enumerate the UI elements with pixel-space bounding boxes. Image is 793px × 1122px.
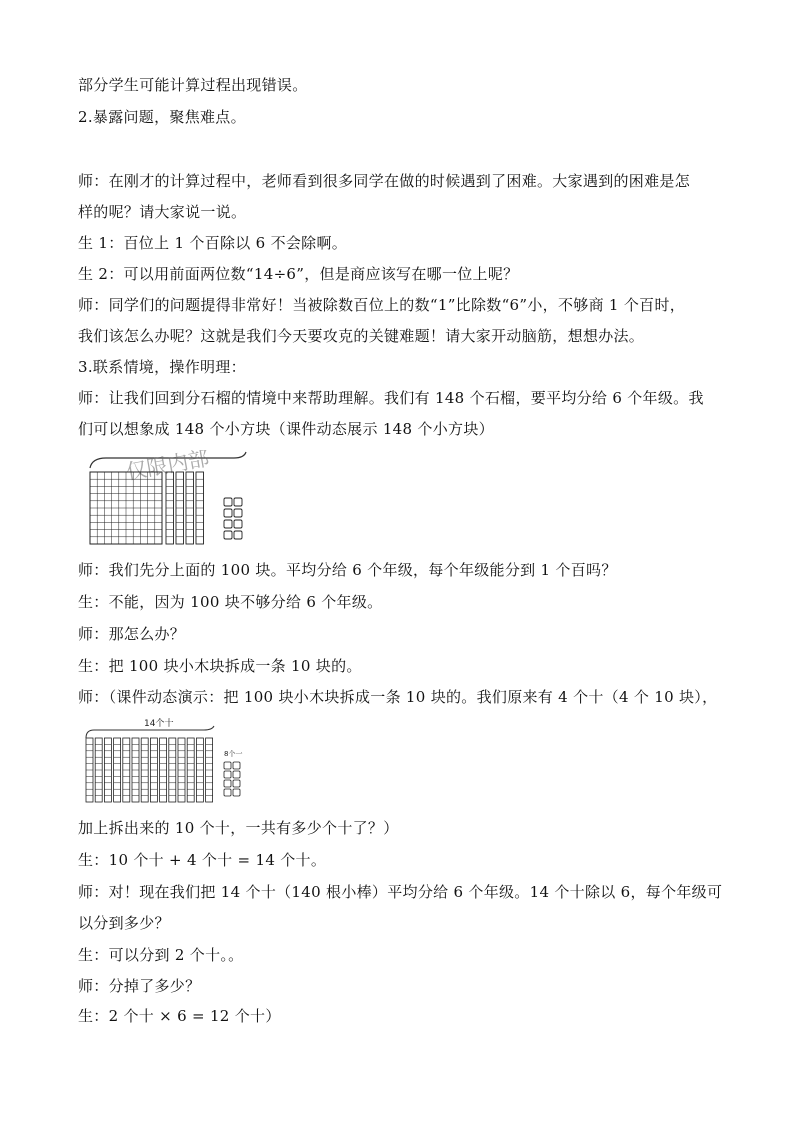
text-line: 样的呢？请大家说一说。 [78, 203, 247, 221]
one-cube [234, 520, 242, 528]
blocks-148-figure [86, 450, 250, 548]
one-cube [233, 762, 240, 769]
text-line: 师：对！现在我们把 14 个十（140 根小棒）平均分给 6 个年级。14 个十除以 6，每个年级可 [78, 883, 723, 901]
text-line: 部分学生可能计算过程出现错误。 [78, 76, 308, 94]
one-cube [224, 771, 231, 778]
one-cube [224, 789, 231, 796]
side-label: 8个一 [224, 750, 243, 758]
tens-14-figure [76, 716, 250, 808]
one-cube [233, 771, 240, 778]
text-line: 师：我们先分上面的 100 块。平均分给 6 个年级，每个年级能分到 1 个百吗？ [78, 561, 617, 579]
text-line: 师：同学们的问题提得非常好！当被除数百位上的数“1”比除数“6”小，不够商 1 个百时， [78, 296, 686, 314]
one-cube [224, 780, 231, 787]
text-line: 生：把 100 块小木块拆成一条 10 块的。 [78, 657, 362, 675]
one-cube [224, 509, 232, 517]
section-heading: 3.联系情境，操作明理： [78, 358, 246, 376]
text-line: 加上拆出来的 10 个十，一共有多少个十了？） [78, 819, 399, 837]
text-line: 师：让我们回到分石榴的情境中来帮助理解。我们有 148 个石榴，要平均分给 6 个年级。我 [78, 389, 704, 407]
one-cube [224, 498, 232, 506]
one-cube [234, 498, 242, 506]
one-cube [224, 762, 231, 769]
text-line: 生 1：百位上 1 个百除以 6 不会除啊。 [78, 234, 348, 252]
text-line: 生：不能，因为 100 块不够分给 6 个年级。 [78, 593, 383, 611]
text-line: 生 2：可以用前面两位数“14÷6”，但是商应该写在哪一位上呢？ [78, 265, 519, 283]
text-line: 师：分掉了多少？ [78, 977, 201, 995]
bracket-label: 14个十 [144, 719, 174, 729]
watermark-text: 仅限内部 [124, 450, 211, 485]
one-cube [233, 780, 240, 787]
text-line: 们可以想象成 148 个小方块（课件动态展示 148 个小方块） [78, 420, 494, 438]
text-line: 生：10 个十 + 4 个十 = 14 个十。 [78, 851, 327, 869]
text-line: 生：2 个十 × 6 = 12 个十） [78, 1007, 281, 1025]
text-line: 师：在刚才的计算过程中，老师看到很多同学在做的时候遇到了困难。大家遇到的困难是怎 [78, 172, 691, 190]
text-line: 生：可以分到 2 个十。。 [78, 946, 244, 964]
text-line: 我们该怎么办呢？这就是我们今天要攻克的关键难题！请大家开动脑筋，想想办法。 [78, 327, 645, 345]
text-line: 以分到多少？ [78, 914, 170, 932]
one-cube [224, 520, 232, 528]
text-line: 师：那怎么办？ [78, 625, 186, 643]
one-cube [224, 531, 232, 539]
one-cube [234, 509, 242, 517]
one-cube [233, 789, 240, 796]
text-line: 师：（课件动态演示：把 100 块小木块拆成一条 10 块的。我们原来有 4 个十（4 个 10 块）， [78, 688, 718, 706]
one-cube [234, 531, 242, 539]
section-heading: 2.暴露问题，聚焦难点。 [78, 108, 246, 126]
